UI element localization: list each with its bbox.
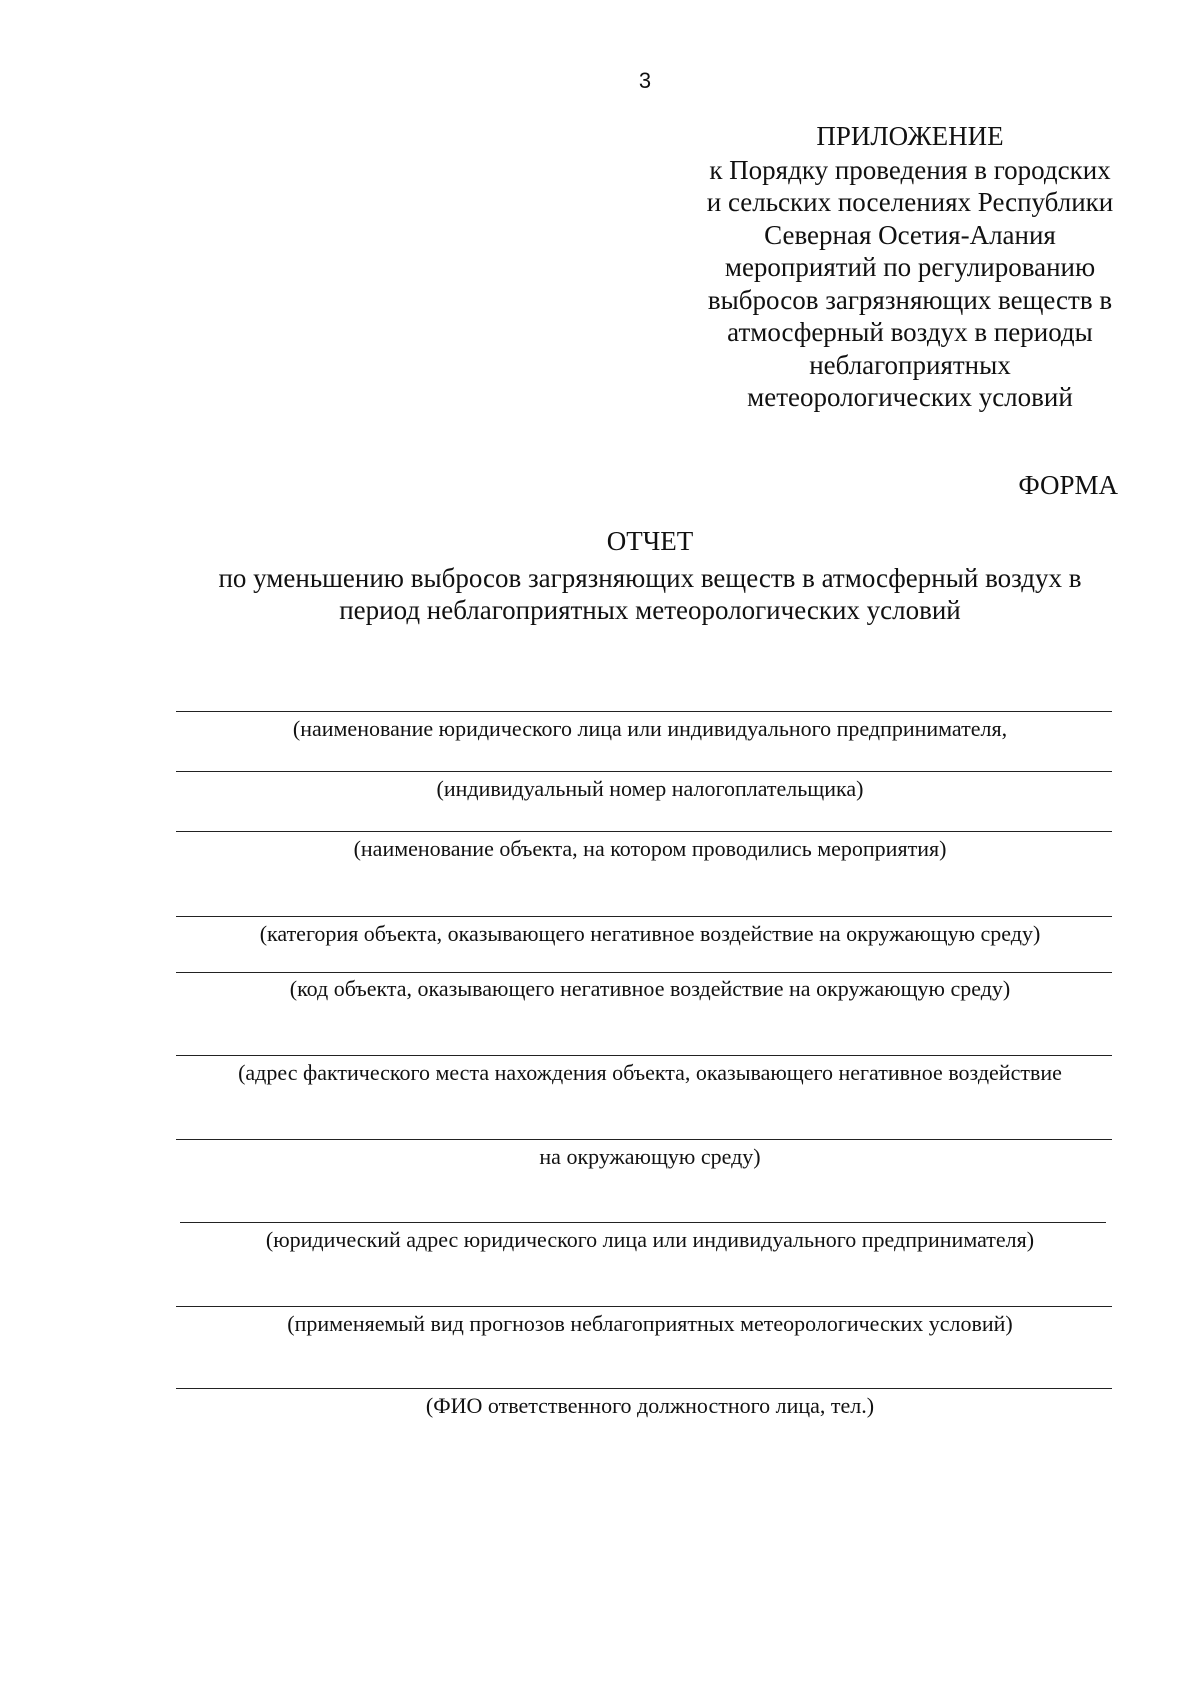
appendix-line: метеорологических условий xyxy=(747,382,1073,412)
object-code-line[interactable] xyxy=(176,972,1112,973)
page-number: 3 xyxy=(638,68,652,93)
object-name-caption: (наименование объекта, на котором проводились мероприятия) xyxy=(353,836,947,861)
appendix-line: атмосферный воздух в периоды xyxy=(727,317,1093,347)
actual-address-caption-continued: на окружающую среду) xyxy=(539,1144,761,1169)
taxpayer-number-line[interactable] xyxy=(176,771,1112,772)
object-category-line[interactable] xyxy=(176,916,1112,917)
responsible-person-caption: (ФИО ответственного должностного лица, тел.) xyxy=(425,1393,875,1418)
legal-address-line[interactable] xyxy=(180,1222,1106,1223)
report-subtitle-line: период неблагоприятных метеорологических условий xyxy=(339,595,961,625)
form-label: ФОРМА xyxy=(1018,470,1118,500)
appendix-line: выбросов загрязняющих веществ в xyxy=(707,284,1113,315)
actual-address-line[interactable] xyxy=(176,1055,1112,1056)
appendix-line: мероприятий по регулированию xyxy=(724,252,1096,282)
responsible-person-line[interactable] xyxy=(176,1388,1112,1389)
actual-address-line-continued[interactable] xyxy=(176,1139,1112,1140)
legal-entity-name-line[interactable] xyxy=(176,711,1112,712)
taxpayer-number-caption: (индивидуальный номер налогоплательщика) xyxy=(436,776,864,801)
appendix-line: неблагоприятных xyxy=(809,349,1011,380)
report-title: ОТЧЕТ xyxy=(606,526,694,556)
legal-entity-name-caption: (наименование юридического лица или индивидуального предпринимателя, xyxy=(292,716,1008,741)
forecast-type-line[interactable] xyxy=(176,1306,1112,1307)
object-name-line[interactable] xyxy=(176,831,1112,832)
appendix-line: и сельских поселениях Республики xyxy=(706,187,1114,217)
legal-address-caption: (юридический адрес юридического лица или индивидуального предпринимателя) xyxy=(265,1227,1035,1252)
appendix-line: Северная Осетия-Алания xyxy=(764,219,1056,250)
forecast-type-caption: (применяемый вид прогнозов неблагоприятных метеорологических условий) xyxy=(287,1311,1013,1336)
appendix-block xyxy=(680,120,1140,414)
appendix-title: ПРИЛОЖЕНИЕ xyxy=(816,121,1004,151)
object-code-caption: (код объекта, оказывающего негативное воздействие на окружающую среду) xyxy=(289,976,1011,1001)
report-subtitle-line: по уменьшению выбросов загрязняющих веществ в атмосферный воздух в xyxy=(218,563,1082,593)
actual-address-caption: (адрес фактического места нахождения объекта, оказывающего негативное воздействие xyxy=(238,1060,1062,1085)
object-category-caption: (категория объекта, оказывающего негативное воздействие на окружающую среду) xyxy=(259,921,1041,946)
report-subtitle xyxy=(150,562,1150,626)
appendix-line: к Порядку проведения в городских xyxy=(709,154,1111,185)
